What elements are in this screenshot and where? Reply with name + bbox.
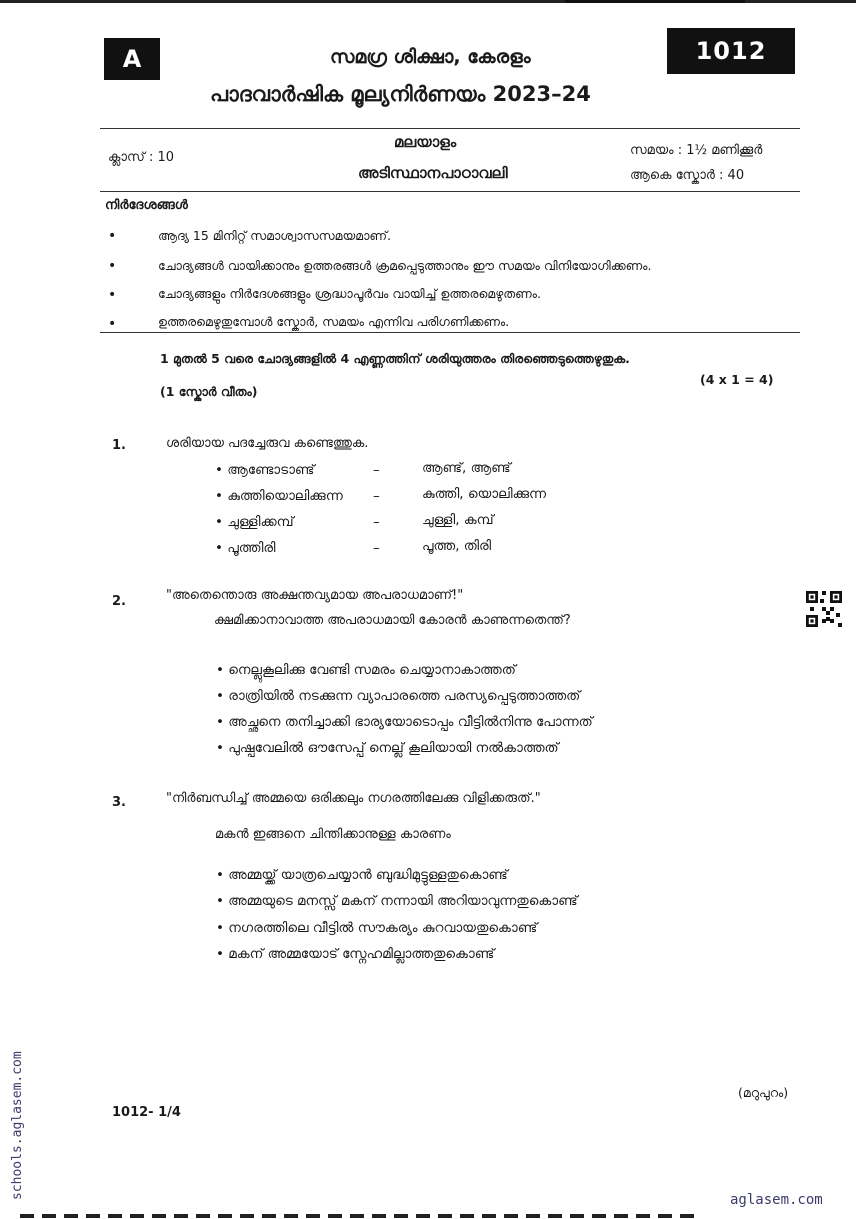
question-quote: "നിർബന്ധിച്ച് അമ്മയെ ഒരിക്കലും നഗരത്തിലേക്കു വിളിക്കരുത്." (166, 791, 541, 806)
pair-dash: – (373, 514, 380, 530)
instructions-divider (100, 332, 800, 333)
pair-dash: – (373, 488, 380, 504)
pair-right: കുത്തി, യൊലിക്കുന്ന (422, 486, 547, 502)
pair-left: • ചുള്ളിക്കമ്പ് (215, 514, 294, 530)
bullet-icon: • (108, 258, 117, 274)
instruction-item: ഉത്തരമെഴുതുമ്പോൾ സ്കോർ, സമയം എന്നിവ പരിഗണിക്കണം. (158, 314, 510, 329)
pair-right: ആണ്ട്, ആണ്ട് (422, 460, 511, 476)
section-instruction: 1 മുതൽ 5 വരെ ചോദ്യങ്ങളിൽ 4 എണ്ണത്തിന് ശരിയുത്തരം തിരഞ്ഞെടുത്തെഴുതുക. (160, 351, 630, 366)
option-item: • നഗരത്തിലെ വീട്ടിൽ സൗകര്യം കുറവായതുകൊണ്ട് (216, 920, 538, 936)
option-item: • അമ്മയ്ക്ക് യാത്രചെയ്യാൻ ബുദ്ധിമുട്ടുള്ളതുകൊണ്ട് (216, 867, 508, 883)
subject-title: മലയാളം (394, 133, 457, 151)
option-item: • പുഷ്പവേലിൽ ഔസേപ്പ് നെല്ല് കൂലിയായി നൽകാത്തത് (216, 740, 559, 756)
class-label: ക്ലാസ് : 10 (108, 150, 175, 165)
header-divider-top (100, 128, 800, 129)
pair-left: • ആണ്ടോടാണ്ട് (215, 462, 315, 478)
pair-dash: – (373, 540, 380, 556)
bottom-watermark: aglasem.com (730, 1192, 823, 1208)
option-item: • അമ്മയുടെ മനസ്സ് മകന് നന്നായി അറിയാവുന്നതുകൊണ്ട് (216, 893, 578, 909)
instruction-item: ചോദ്യങ്ങൾ വായിക്കാനും ഉത്തരങ്ങൾ ക്രമപ്പെടുത്താനും ഈ സമയം വിനിയോഗിക്കണം. (158, 258, 652, 273)
qr-code-icon (806, 590, 842, 628)
option-item: • അച്ഛനെ തനിച്ചാക്കി ഭാര്യയോടൊപ്പം വീട്ടിൽനിന്നു പോന്നത് (216, 714, 593, 730)
paper-code-badge: 1012 (667, 28, 795, 74)
question-number: 3. (112, 795, 126, 810)
section-marks: (4 x 1 = 4) (700, 372, 774, 387)
subject-subtitle: അടിസ്ഥാനപാഠാവലി (358, 164, 508, 182)
pair-left: • പൂത്തിരി (215, 540, 276, 556)
section-score-note: (1 സ്കോർ വീതം) (160, 384, 258, 399)
option-item: • രാത്രിയിൽ നടക്കുന്ന വ്യാപാരത്തെ പരസ്യപ്പെടുത്താത്തത് (216, 688, 581, 704)
instruction-item: ചോദ്യങ്ങളും നിർദേശങ്ങളും ശ്രദ്ധാപൂർവം വായിച്ച് ഉത്തരമെഴുതണം. (158, 286, 541, 301)
bottom-edge-line (20, 1214, 700, 1218)
question-number: 2. (112, 594, 126, 609)
question-text: മകൻ ഇങ്ങനെ ചിന്തിക്കാനുള്ള കാരണം (215, 827, 451, 842)
pair-dash: – (373, 462, 380, 478)
side-watermark (4, 1020, 32, 1200)
pair-left: • കുത്തിയൊലിക്കുന്ന (215, 488, 343, 504)
option-item: • നെല്ലുകൂലിക്കു വേണ്ടി സമരം ചെയ്യാനാകാത്തത് (216, 662, 516, 678)
bullet-icon: • (108, 228, 117, 244)
question-quote: "അതെന്തൊരു അക്ഷന്തവ്യമായ അപരാധമാണ്!" (166, 588, 464, 603)
org-title: സമഗ്ര ശിക്ഷാ, കേരളം (330, 46, 531, 68)
question-text: ശരിയായ പദച്ചേരുവ കണ്ടെത്തുക. (166, 436, 369, 451)
bullet-icon: • (108, 287, 117, 303)
top-edge-mark (565, 0, 745, 3)
time-label: സമയം : 1½ മണിക്കൂർ (630, 143, 763, 158)
exam-title: പാദവാർഷിക മൂല്യനിർണയം 2023–24 (210, 82, 591, 106)
pair-right: പൂത്ത, തിരി (422, 538, 492, 554)
side-watermark-text: schools.aglasem.com (10, 1051, 25, 1200)
turn-over-label: (മറുപുറം) (738, 1085, 789, 1100)
option-item: • മകന് അമ്മയോട് സ്നേഹമില്ലാത്തതുകൊണ്ട് (216, 946, 495, 962)
set-letter-badge: A (104, 38, 160, 80)
score-label: ആകെ സ്കോർ : 40 (630, 168, 745, 183)
bullet-icon: • (108, 316, 117, 332)
pair-right: ചുള്ളി, കമ്പ് (422, 512, 494, 528)
page-number: 1012- 1/4 (112, 1105, 181, 1120)
instructions-title: നിർദേശങ്ങൾ (105, 198, 188, 213)
question-number: 1. (112, 438, 126, 453)
question-text: ക്ഷമിക്കാനാവാത്ത അപരാധമായി കോരൻ കാണുന്നതെന്ത്? (214, 613, 571, 628)
header-divider-bottom (100, 191, 800, 192)
instruction-item: ആദ്യ 15 മിനിറ്റ് സമാശ്വാസസമയമാണ്. (158, 228, 392, 243)
